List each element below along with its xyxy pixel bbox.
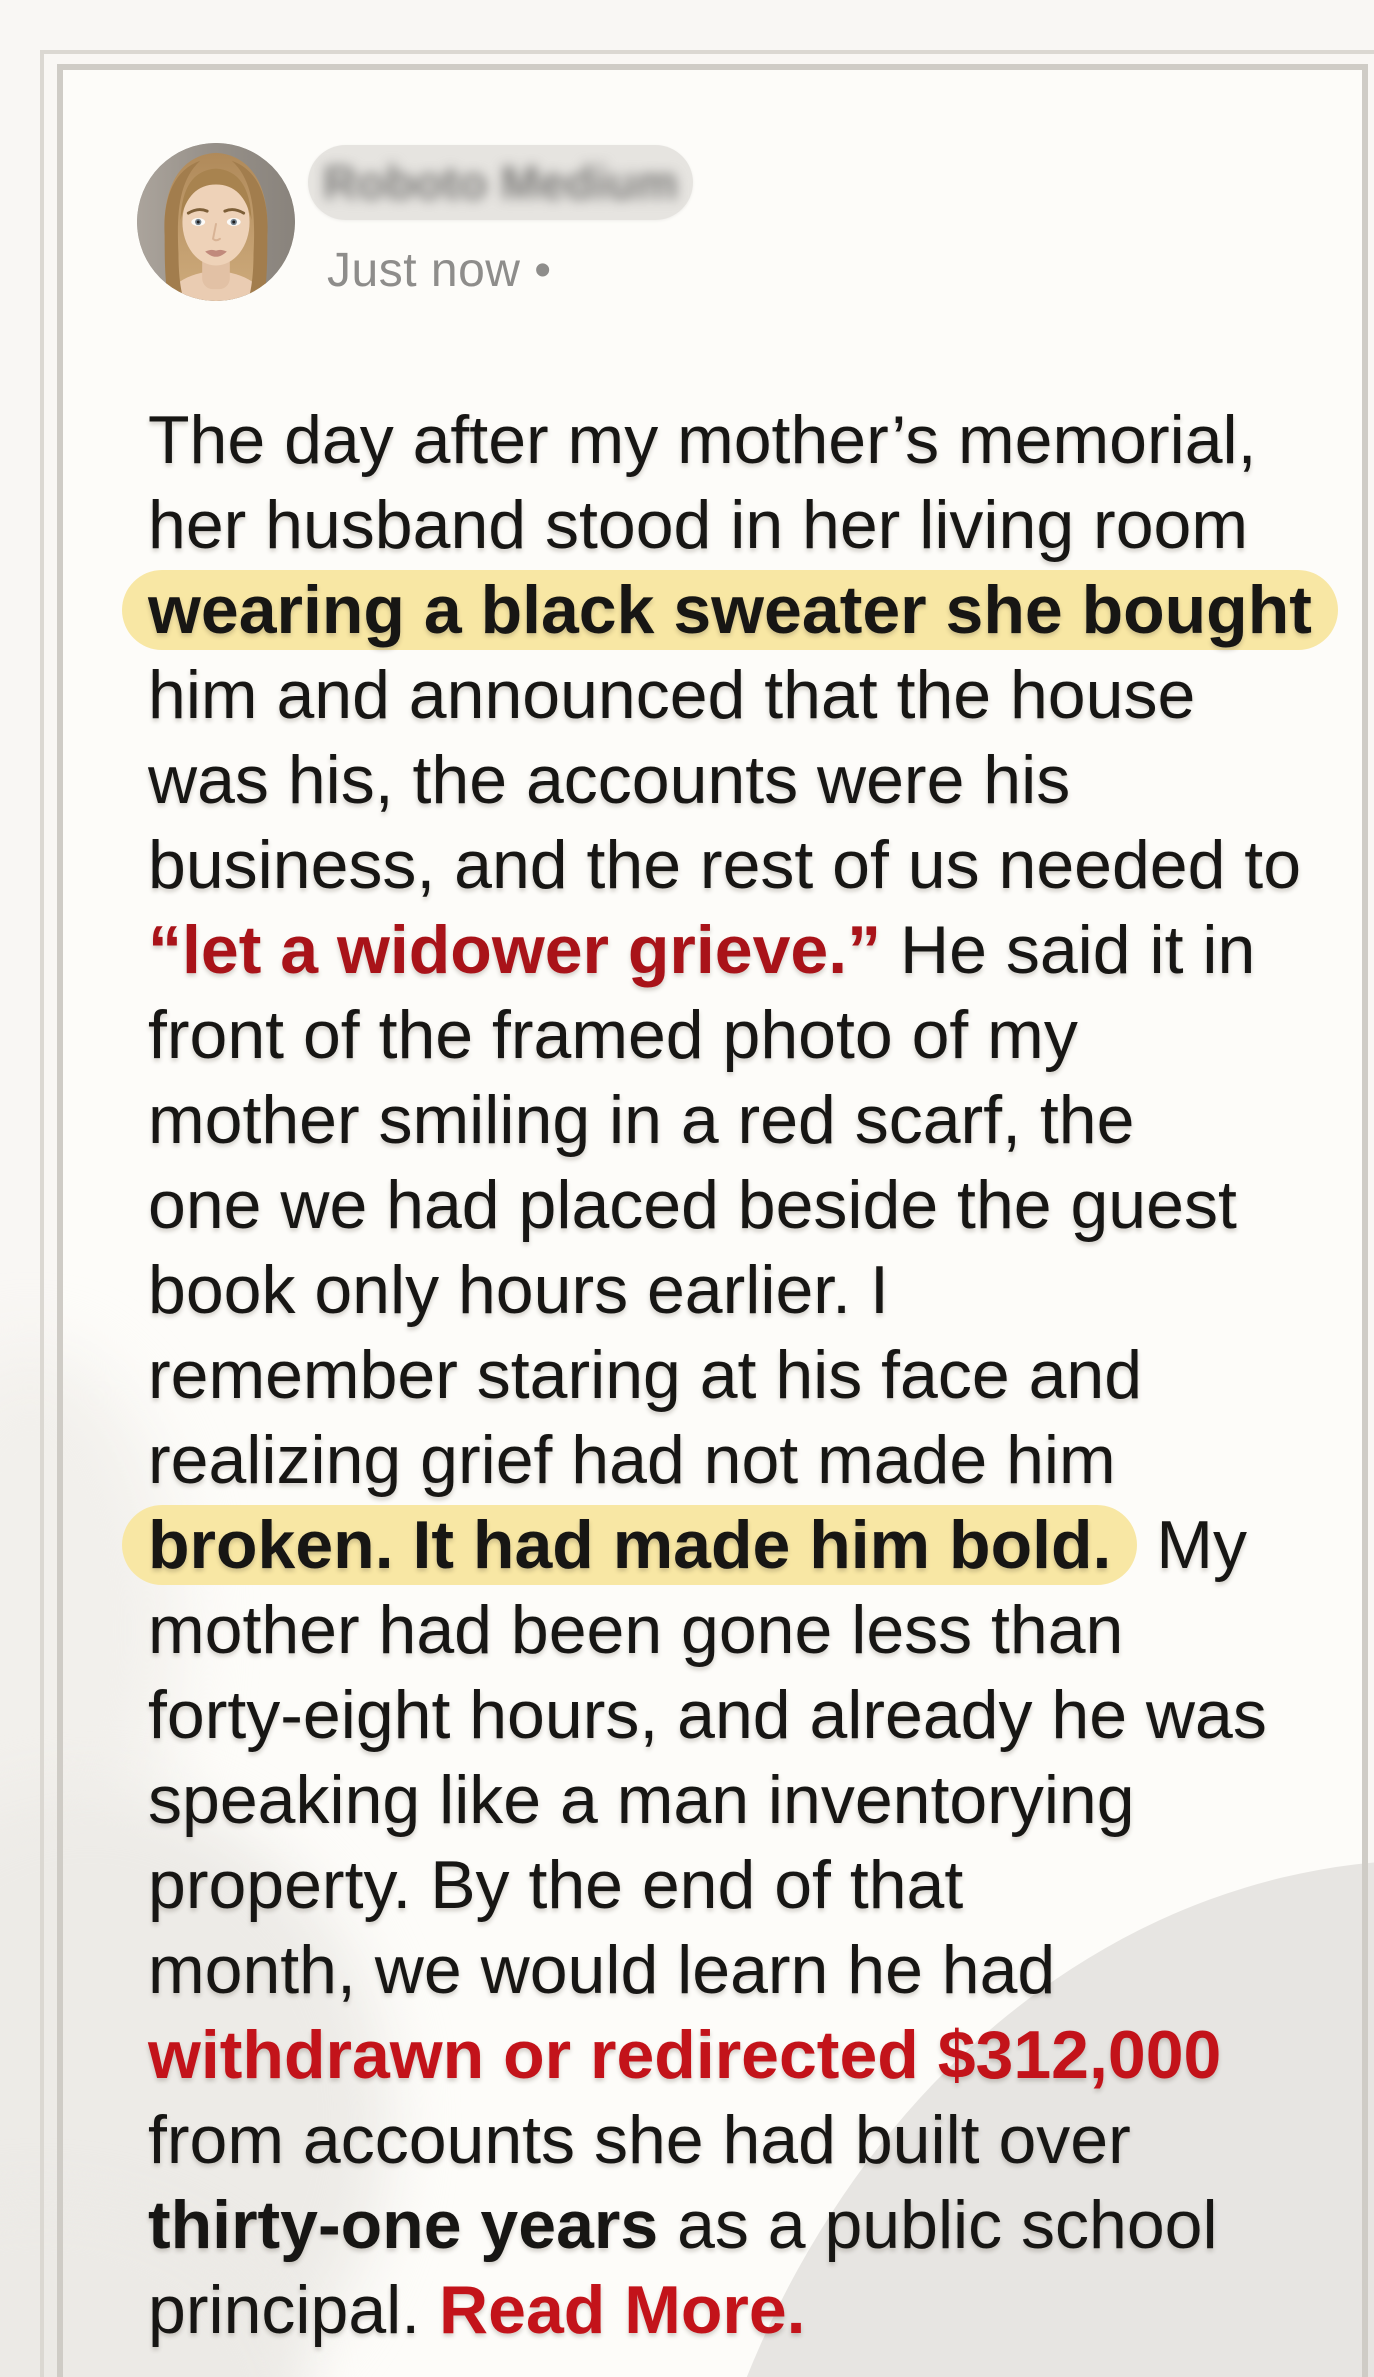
timestamp: Just now • (327, 244, 552, 297)
body-line (148, 398, 1338, 483)
text-segment: He said it in (881, 912, 1256, 988)
body-line (148, 1503, 1338, 1588)
post-body (148, 398, 1338, 2353)
body-line (148, 1418, 1338, 1503)
body-line (148, 993, 1338, 1078)
avatar-image (137, 143, 295, 301)
avatar[interactable] (137, 143, 295, 301)
body-line (148, 1928, 1338, 2013)
body-line (148, 1588, 1338, 1673)
text-segment: “let a widower grieve.” (148, 912, 882, 988)
text-segment: speaking like a man inventorying (148, 1762, 1135, 1838)
text-segment: property. By the end of that (148, 1847, 964, 1923)
text-segment: realizing grief had not made him (148, 1422, 1116, 1498)
text-segment: as a public school (658, 2187, 1218, 2263)
text-segment: book only hours earlier. I (148, 1252, 889, 1328)
text-segment: business, and the rest of us needed to (148, 827, 1302, 903)
body-line (148, 1758, 1338, 1843)
body-line (148, 653, 1338, 738)
body-line (148, 738, 1338, 823)
body-line (148, 1333, 1338, 1418)
body-line (148, 908, 1338, 993)
username-text: Roboto Medium (322, 156, 679, 209)
text-segment: withdrawn or redirected $312,000 (148, 2017, 1222, 2093)
body-line (148, 1673, 1338, 1758)
text-segment: broken. It had made him bold. (122, 1505, 1137, 1585)
text-segment: from accounts she had built over (148, 2102, 1131, 2178)
body-line (148, 1163, 1338, 1248)
read-more-link[interactable]: Read More. (439, 2272, 806, 2348)
username-pill[interactable] (308, 145, 693, 220)
text-segment: front of the framed photo of my (148, 997, 1078, 1073)
text-segment: remember staring at his face and (148, 1337, 1143, 1413)
text-segment: principal. (148, 2272, 440, 2348)
body-line (148, 2013, 1338, 2098)
body-line (148, 568, 1338, 653)
text-segment: one we had placed beside the guest (148, 1167, 1237, 1243)
text-segment: month, we would learn he had (148, 1932, 1056, 2008)
text-segment: wearing a black sweater she bought (122, 570, 1338, 650)
text-segment: him and announced that the house (148, 657, 1196, 733)
text-segment: The day after my mother’s memorial, (148, 402, 1257, 478)
body-line (148, 1843, 1338, 1928)
text-segment: My (1137, 1507, 1247, 1583)
text-segment: mother had been gone less than (148, 1592, 1124, 1668)
text-segment: thirty-one years (148, 2187, 659, 2263)
body-line (148, 2268, 1338, 2353)
body-line (148, 1248, 1338, 1333)
body-line (148, 483, 1338, 568)
text-segment: was his, the accounts were his (148, 742, 1071, 818)
text-segment: mother smiling in a red scarf, the (148, 1082, 1135, 1158)
body-line (148, 2098, 1338, 2183)
body-line (148, 823, 1338, 908)
body-line (148, 2183, 1338, 2268)
text-segment: her husband stood in her living room (148, 487, 1248, 563)
body-line (148, 1078, 1338, 1163)
text-segment: forty-eight hours, and already he was (148, 1677, 1267, 1753)
